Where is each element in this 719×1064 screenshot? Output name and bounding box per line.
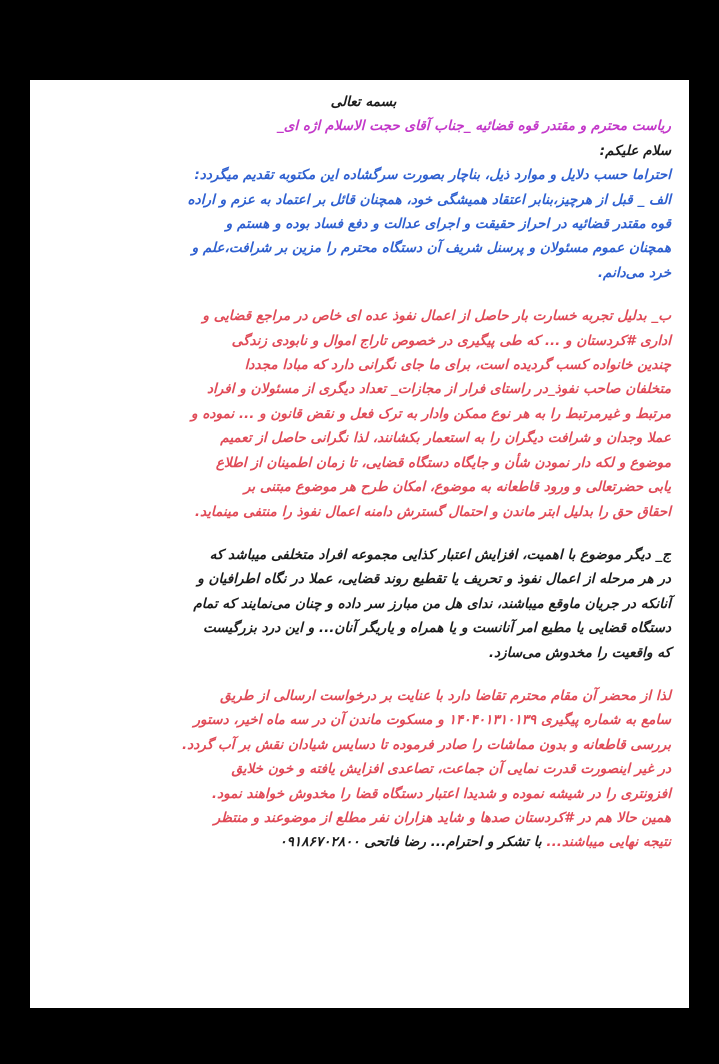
- closing-paragraph: [56, 684, 671, 855]
- closing-line: لذا از محضر آن مقام محترم تقاضا دارد با عنایت بر درخواست ارسالی از طریق: [220, 687, 671, 704]
- section-c-line: آنانکه در جریان ماوقع میباشند، ندای هل من مبارز سر داده و چنان می‌نمایند که تمام: [193, 595, 671, 612]
- section-c-line: در هر مرحله از اعمال نفوذ و تحریف یا تقطیع روند قضایی، عملا در نگاه اطرافیان و: [197, 571, 671, 588]
- section-b-line: ب_ بدلیل تجربه خسارت بار حاصل از اعمال نفوذ عده ای خاص در مراجع قضایی و: [202, 308, 671, 325]
- closing-line: افزونتری را در شیشه نموده و شدیدا اعتبار دستگاه قضا را مخدوش خواهند نمود.: [211, 785, 671, 802]
- signature-line: [56, 830, 671, 854]
- greeting-line: سلام علیکم:: [599, 142, 671, 159]
- section-b-line: مرتبط و غیرمرتبط را به هر نوع ممکن وادار به ترک فعل و نقض قانون و ... نموده و: [191, 405, 671, 422]
- intro-line: همچنان عموم مسئولان و پرسنل شریف آن دستگاه محترم را مزین بر شرافت،علم و: [191, 240, 671, 257]
- section-b-line: احقاق حق را بدلیل ابتر ماندن و احتمال گسترش دامنه اعمال نفوذ را منتفی مینماید.: [194, 503, 671, 520]
- letter-page: [30, 80, 689, 1008]
- section-b-paragraph: [56, 304, 671, 524]
- closing-line: بررسی قاطعانه و بدون مماشات را صادر فرموده تا دسایس شیادان نقش بر آب گردد.: [182, 736, 671, 753]
- section-b-line: چندین خانواده کسب گردیده است، برای ما جای نگرانی دارد که مبادا مجددا: [244, 357, 671, 374]
- section-c-line: دستگاه قضایی یا مطیع امر آنانست و یا همراه و یاریگر آنان... و این درد بزرگیست: [202, 620, 671, 637]
- section-b-line: یابی حضرتعالی و ورود قاطعانه به موضوع، امکان طرح هر موضوع مبتنی بر: [243, 479, 671, 496]
- section-b-line: متخلفان صاحب نفوذ_در راستای فرار از مجازات_ تعداد دیگری از مسئولان و افراد: [206, 381, 671, 398]
- paragraph-spacer: [56, 665, 671, 684]
- section-c-line: ج_ دیگر موضوع با اهمیت، افزایش اعتبار کذایی مجموعه افراد متخلفی میباشد که: [209, 546, 671, 563]
- closing-line: سامع به شماره پیگیری ۱۴۰۴۰۱۳۱۰۱۳۹ و مسکوت ماندن آن در سه ماه اخیر، دستور: [193, 712, 671, 729]
- paragraph-spacer: [56, 285, 671, 304]
- intro-paragraph: [56, 163, 671, 285]
- section-b-line: اداری #کردستان و ... که طی پیگیری در خصوص تاراج اموال و نابودی زندگی: [231, 332, 671, 349]
- section-c-paragraph: [56, 543, 671, 665]
- paragraph-spacer: [56, 524, 671, 543]
- closing-line: همین حالا هم در #کردستان صدها و شاید هزاران نفر مطلع از موضوعند و منتظر: [213, 809, 671, 826]
- closing-last-fragment: نتیجه نهایی میباشند...: [546, 834, 671, 851]
- intro-line: الف _ قبل از هرچیز،بنابر اعتقاد همیشگی خود، همچنان قائل بر اعتماد به عزم و اراده: [187, 191, 671, 208]
- section-b-line: موضوع و لکه دار نمودن شأن و جایگاه دستگاه قضایی، تا زمان اطمینان از اطلاع: [215, 454, 671, 471]
- closing-line: در غیر اینصورت قدرت نمایی آن جماعت، تصاعدی افزایش یافته و خون خلایق: [231, 761, 671, 778]
- section-b-line: عملا وجدان و شرافت دیگران را به استعمار بکشانند، لذا نگرانی حاصل از تعمیم: [220, 430, 671, 447]
- intro-line: قوه مقتدر قضائیه در احراز حقیقت و اجرای عدالت و دفع فساد بوده و هستم و: [225, 216, 671, 233]
- section-c-line: که واقعیت را مخدوش می‌سازد.: [488, 644, 671, 661]
- bismillah-heading: بسمه تعالی: [330, 94, 397, 110]
- addressee-line: ریاست محترم و مقتدر قوه قضائیه _جناب آقای حجت الاسلام اژه ای_: [276, 118, 671, 135]
- signature-text: با تشکر و احترام... رضا فاتحی ۰۹۱۸۶۷۰۲۸۰۰: [279, 834, 547, 851]
- intro-line: احتراما حسب دلایل و موارد ذیل، بناچار بصورت سرگشاده این مکتوبه تقدیم میگردد:: [194, 167, 671, 184]
- intro-line: خرد می‌دانم.: [597, 264, 671, 281]
